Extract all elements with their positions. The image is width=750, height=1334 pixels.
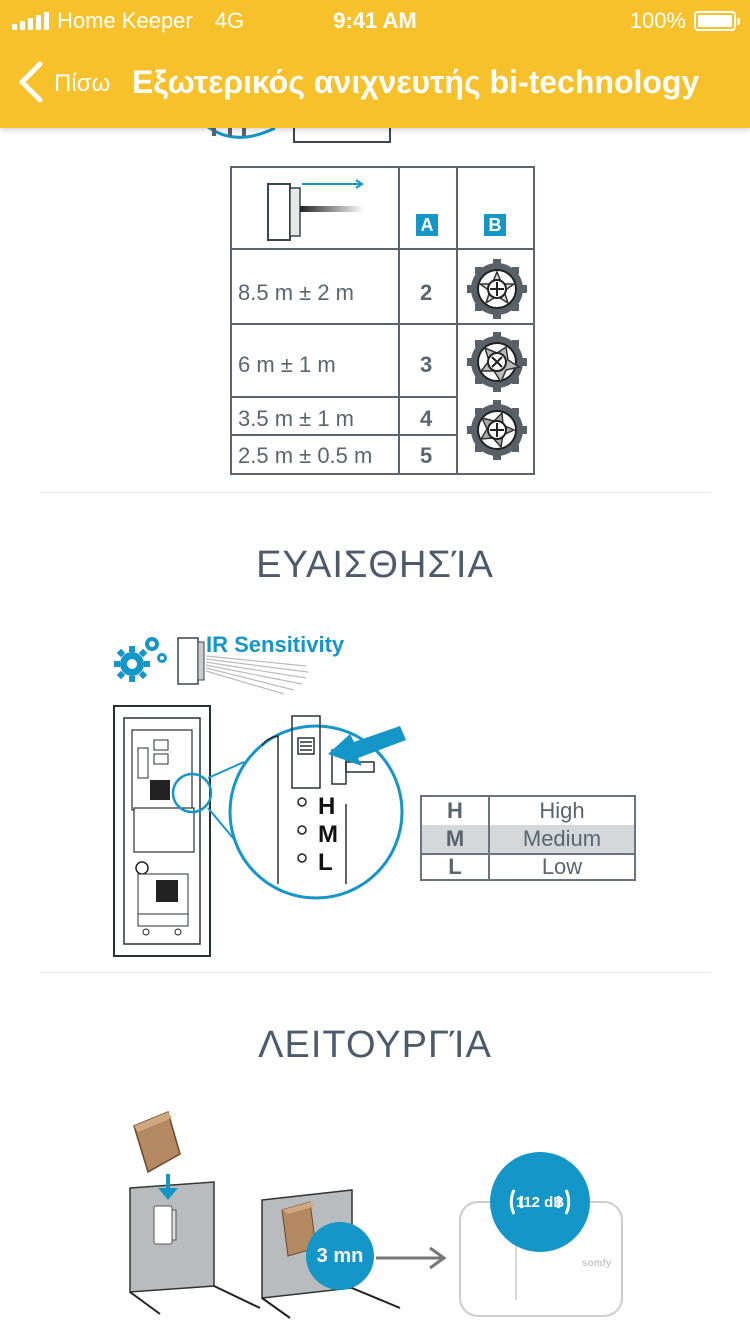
- range-setting-a: 4: [420, 406, 433, 431]
- gears-icon: [112, 632, 172, 684]
- table-row: [422, 853, 634, 881]
- back-button[interactable]: [14, 60, 110, 104]
- range-knob-icon: [466, 258, 528, 320]
- range-setting-a: 3: [420, 352, 433, 377]
- carrier-name: Home Keeper: [57, 8, 193, 33]
- sensitivity-key: L: [448, 854, 462, 879]
- range-table: [230, 166, 535, 475]
- chevron-left-icon: [14, 60, 48, 104]
- operation-illustration: [110, 1108, 630, 1320]
- navigation-bar: [0, 42, 750, 128]
- table-row: [422, 797, 634, 827]
- range-setting-a: 2: [420, 280, 433, 305]
- column-b-label: B: [484, 214, 506, 236]
- range-distance: 6 m ± 1 m: [238, 352, 336, 377]
- delay-badge: 3 mn: [316, 1245, 364, 1267]
- table-row: [422, 825, 634, 855]
- range-knob-icon: [466, 399, 528, 461]
- board-letter: L: [318, 849, 333, 876]
- board-letter: M: [318, 821, 338, 848]
- network-type: 4G: [214, 8, 245, 33]
- page-title: Εξωτερικός ανιχνευτής bi-technology: [132, 64, 700, 100]
- detector-board-diagram: [112, 704, 412, 958]
- board-letter: H: [318, 793, 336, 820]
- back-label: Πίσω: [54, 70, 111, 97]
- column-a-label: A: [416, 214, 438, 236]
- sensitivity-value: Medium: [522, 826, 602, 851]
- section-title-operation: ΛΕΙΤΟΥΡΓΊΑ: [258, 1024, 492, 1066]
- range-setting-a: 5: [420, 443, 433, 468]
- section-title-sensitivity: ΕΥΑΙΣΘΗΣΊΑ: [256, 544, 494, 586]
- range-distance: 8.5 m ± 2 m: [238, 280, 354, 305]
- sensitivity-value: Low: [541, 854, 583, 879]
- status-bar: [0, 0, 750, 40]
- battery-icon: [694, 11, 736, 31]
- status-time: 9:41 AM: [333, 8, 417, 33]
- siren-level-label: 112 dB: [515, 1194, 565, 1211]
- brand-logo: somfy: [582, 1258, 612, 1269]
- detector-range-icon: [262, 178, 372, 244]
- divider: [40, 492, 710, 493]
- ir-sensitivity-label: IR Sensitivity: [206, 632, 345, 657]
- sensitivity-table: [420, 795, 636, 881]
- sensitivity-key: M: [445, 826, 465, 851]
- battery-percent: 100%: [629, 8, 686, 33]
- range-distance: 2.5 m ± 0.5 m: [238, 443, 373, 468]
- range-knob-icon: [466, 331, 528, 393]
- divider: [40, 972, 710, 973]
- sensitivity-value: High: [539, 798, 585, 823]
- range-distance: 3.5 m ± 1 m: [238, 406, 354, 431]
- sensitivity-key: H: [447, 798, 463, 823]
- app-header: [0, 0, 750, 128]
